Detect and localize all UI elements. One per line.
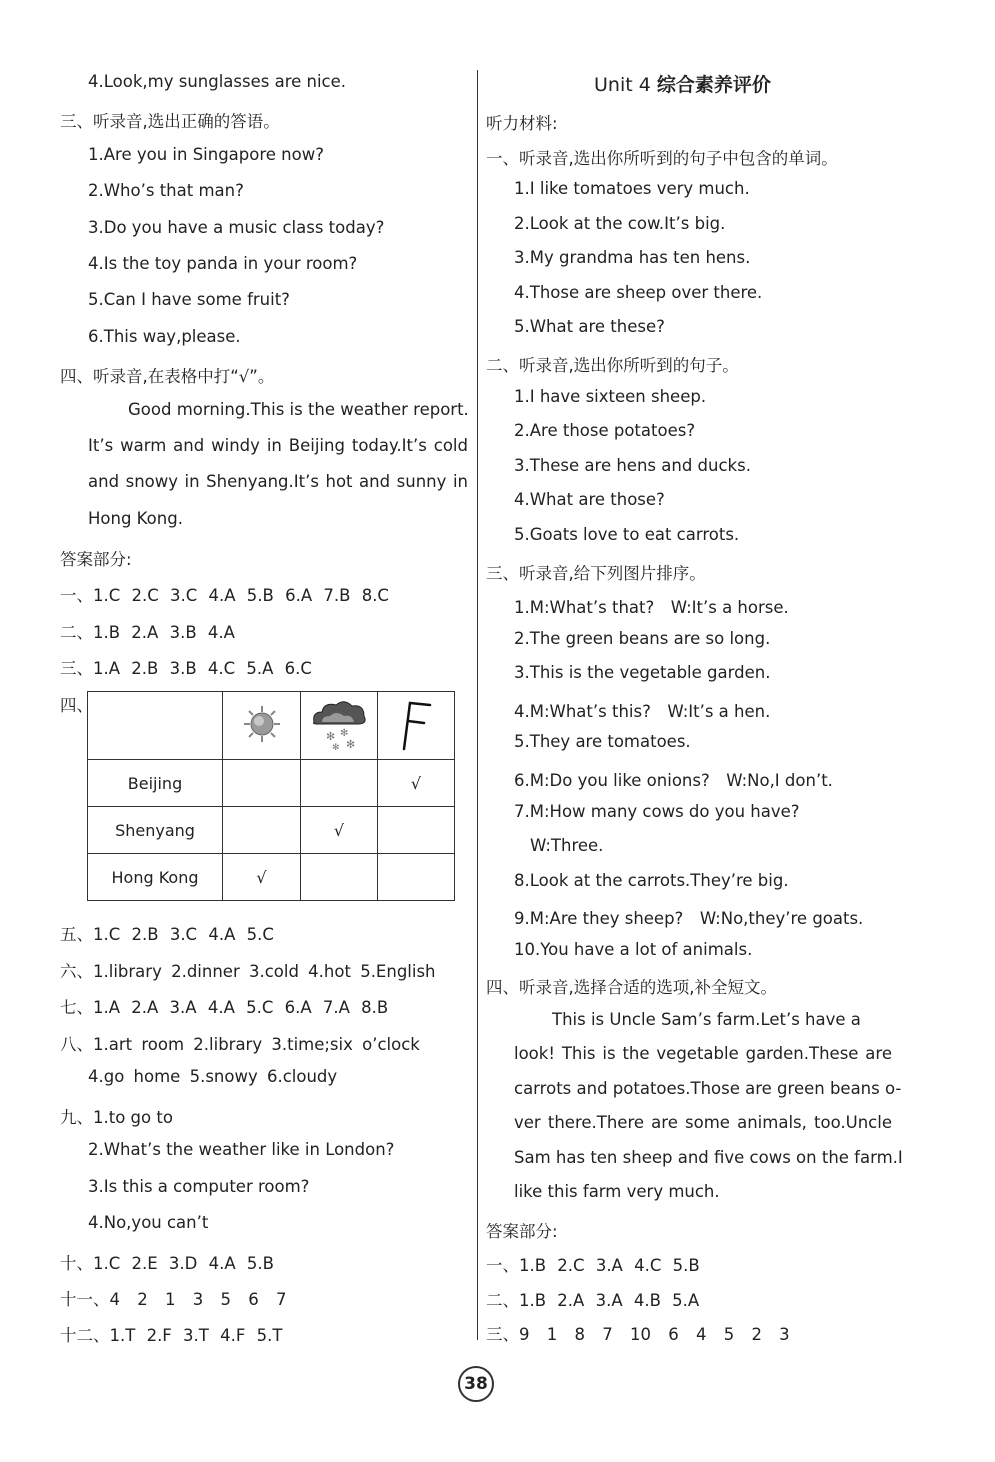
- page-number: 38: [458, 1366, 494, 1402]
- paragraph-line: ver there.There are some animals, too.Uncle: [514, 1113, 892, 1132]
- answer-line: 三、9 1 8 7 10 6 4 5 2 3: [486, 1325, 790, 1344]
- svg-text:✻: ✻: [332, 742, 340, 752]
- text-line: 3.This is the vegetable garden.: [514, 663, 771, 682]
- check-cell: √: [378, 760, 455, 807]
- empty-header-cell: [88, 692, 223, 760]
- answer-line: 九、1.to go to: [60, 1108, 173, 1127]
- text-line: 5.Can I have some fruit?: [88, 290, 290, 309]
- answer-line: 十一、4 2 1 3 5 6 7: [60, 1290, 287, 1309]
- text-line: 1.Are you in Singapore now?: [88, 145, 324, 164]
- svg-text:✻: ✻: [340, 727, 349, 739]
- answer-line: 十、1.C 2.E 3.D 4.A 5.B: [60, 1254, 274, 1273]
- paragraph-line: It’s warm and windy in Beijing today.It’s cold: [88, 436, 468, 455]
- text-line: 4.Those are sheep over there.: [514, 283, 763, 302]
- check-cell: [223, 807, 301, 854]
- text-line: 6.M:Do you like onions? W:No,I don’t.: [514, 771, 833, 790]
- check-cell: [301, 854, 378, 901]
- text-line: 4.Is the toy panda in your room?: [88, 254, 358, 273]
- paragraph-line: and snowy in Shenyang.It’s hot and sunny in: [88, 472, 468, 491]
- city-cell: Hong Kong: [88, 854, 223, 901]
- text-line: 10.You have a lot of animals.: [514, 940, 753, 959]
- windy-flag-icon: [396, 697, 436, 751]
- answer-line: 二、1.B 2.A 3.A 4.B 5.A: [486, 1291, 700, 1310]
- answer-line: 3.Is this a computer room?: [88, 1177, 310, 1196]
- text-line: 2.Are those potatoes?: [514, 421, 696, 440]
- text-line: 3.These are hens and ducks.: [514, 456, 751, 475]
- table-label: 四、: [60, 696, 93, 715]
- text-line: 5.They are tomatoes.: [514, 732, 691, 751]
- title-unit: Unit 4: [594, 74, 651, 96]
- paragraph-line: Hong Kong.: [88, 509, 183, 528]
- city-cell: Beijing: [88, 760, 223, 807]
- paragraph-line: Sam has ten sheep and five cows on the farm.I: [514, 1148, 903, 1167]
- text-line: 2.The green beans are so long.: [514, 629, 771, 648]
- section-heading: 三、听录音,选出正确的答语。: [60, 112, 280, 131]
- paragraph-line: look! This is the vegetable garden.These are: [514, 1044, 892, 1063]
- check-cell: [378, 807, 455, 854]
- text-line: 4.M:What’s this? W:It’s a hen.: [514, 702, 771, 721]
- city-cell: Shenyang: [88, 807, 223, 854]
- weather-table: [87, 691, 455, 901]
- header-cell-sunny: [223, 692, 301, 760]
- text-line: 9.M:Are they sheep? W:No,they’re goats.: [514, 909, 864, 928]
- text-line: 3.Do you have a music class today?: [88, 218, 385, 237]
- text-line: 8.Look at the carrots.They’re big.: [514, 871, 789, 890]
- sunny-icon: [242, 704, 282, 744]
- header-cell-windy: [378, 692, 455, 760]
- text-line: 1.I like tomatoes very much.: [514, 179, 750, 198]
- text-line: 2.Look at the cow.It’s big.: [514, 214, 726, 233]
- svg-text:✻: ✻: [326, 729, 336, 743]
- text-line: 1.M:What’s that? W:It’s a horse.: [514, 598, 789, 617]
- check-cell: [378, 854, 455, 901]
- answer-heading: 答案部分:: [486, 1222, 558, 1241]
- check-cell: √: [301, 807, 378, 854]
- header-cell-cloudy-snowy: [301, 692, 378, 760]
- text-line: 5.What are these?: [514, 317, 665, 336]
- title-text: 综合素养评价: [656, 74, 771, 96]
- text-line: 4.Look,my sunglasses are nice.: [88, 72, 347, 91]
- paragraph-line: carrots and potatoes.Those are green beans o-: [514, 1079, 902, 1098]
- text-line: W:Three.: [530, 836, 604, 855]
- answer-line: 三、1.A 2.B 3.B 4.C 5.A 6.C: [60, 659, 312, 678]
- section-heading: 听力材料:: [486, 114, 558, 133]
- text-line: 3.My grandma has ten hens.: [514, 248, 751, 267]
- check-cell: √: [223, 854, 301, 901]
- text-line: 4.What are those?: [514, 490, 665, 509]
- cloudy-snowy-icon: [308, 696, 370, 752]
- page-title: [594, 70, 771, 97]
- answer-line: 八、1.art room 2.library 3.time;six o’clock: [60, 1035, 420, 1054]
- text-line: 2.Who’s that man?: [88, 181, 244, 200]
- answer-line: 十二、1.T 2.F 3.T 4.F 5.T: [60, 1326, 283, 1345]
- svg-text:✻: ✻: [346, 737, 356, 751]
- paragraph-line: like this farm very much.: [514, 1182, 720, 1201]
- section-heading: 一、听录音,选出你所听到的句子中包含的单词。: [486, 149, 838, 168]
- paragraph-line: Good morning.This is the weather report.: [128, 400, 469, 419]
- section-heading: 三、听录音,给下列图片排序。: [486, 564, 706, 583]
- check-cell: [301, 760, 378, 807]
- text-line: 5.Goats love to eat carrots.: [514, 525, 740, 544]
- check-cell: [223, 760, 301, 807]
- answer-heading: 答案部分:: [60, 550, 132, 569]
- paragraph-line: This is Uncle Sam’s farm.Let’s have a: [552, 1010, 861, 1029]
- answer-line: 一、1.C 2.C 3.C 4.A 5.B 6.A 7.B 8.C: [60, 586, 389, 605]
- text-line: 1.I have sixteen sheep.: [514, 387, 707, 406]
- section-heading: 二、听录音,选出你所听到的句子。: [486, 356, 739, 375]
- text-line: 7.M:How many cows do you have?: [514, 802, 800, 821]
- answer-line: 六、1.library 2.dinner 3.cold 4.hot 5.English: [60, 962, 436, 981]
- text-line: 6.This way,please.: [88, 327, 241, 346]
- section-heading: 四、听录音,选择合适的选项,补全短文。: [486, 978, 777, 997]
- answer-line: 二、1.B 2.A 3.B 4.A: [60, 623, 235, 642]
- section-heading: 四、听录音,在表格中打“√”。: [60, 367, 275, 386]
- answer-line: 4.go home 5.snowy 6.cloudy: [88, 1067, 338, 1086]
- answer-line: 一、1.B 2.C 3.A 4.C 5.B: [486, 1256, 700, 1275]
- answer-line: 4.No,you can’t: [88, 1213, 209, 1232]
- answer-line: 七、1.A 2.A 3.A 4.A 5.C 6.A 7.A 8.B: [60, 998, 389, 1017]
- answer-line: 2.What’s the weather like in London?: [88, 1140, 395, 1159]
- answer-line: 五、1.C 2.B 3.C 4.A 5.C: [60, 925, 274, 944]
- column-divider: [477, 70, 478, 1340]
